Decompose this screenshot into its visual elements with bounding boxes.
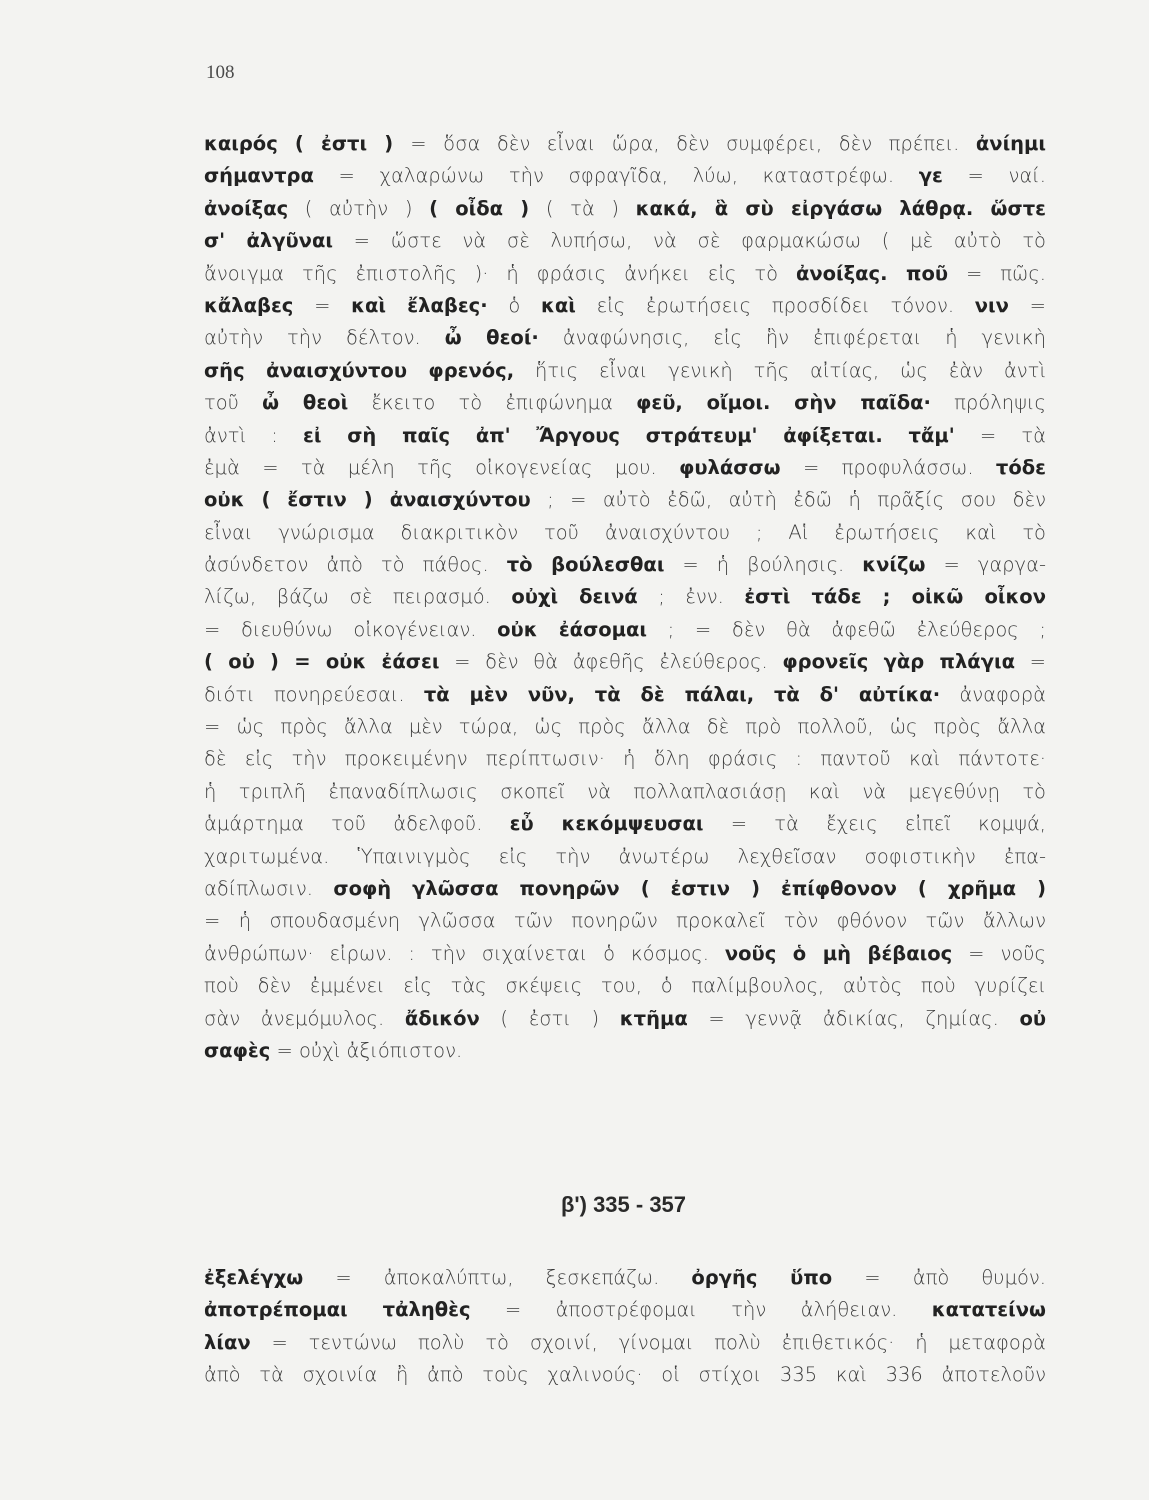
lemma: σήμαντρα: [204, 164, 314, 188]
text-line: [204, 581, 1046, 613]
lemma: φρονεῖς γὰρ πλάγια: [782, 650, 1015, 674]
gloss-text: = ἡ βούλησις.: [664, 553, 863, 577]
lemma: κατατείνω: [931, 1298, 1046, 1322]
lemma: κἄλαβες: [204, 293, 294, 317]
lemma: καὶ: [541, 293, 576, 317]
gloss-text: αδίπλωσιν.: [204, 876, 334, 900]
gloss-text: ; = δὲν θὰ ἀφεθῶ ἐλεύθερος ;: [647, 617, 1046, 641]
lemma: οὐκ ( ἔστιν ) ἀναισχύντου: [204, 488, 531, 512]
lemma: ἐστὶ τάδε ; οἰκῶ οἶκον: [744, 585, 1046, 609]
lemma: νιν: [974, 293, 1009, 317]
gloss-text: = ὅσα δὲν εἶναι ὥρα, δὲν συμφέρει, δὲν πρέπει.: [410, 132, 976, 155]
text-line: [204, 1262, 1046, 1294]
gloss-text: δὲ εἰς τὴν προκειμένην περίπτωσιν· ἡ ὅλη φράσις : παντοῦ καὶ πάντοτε·: [204, 747, 1046, 771]
gloss-text: = τεντώνω πολὺ τὸ σχοινί, γίνομαι πολὺ ἐπιθετικός· ἡ μεταφορὰ: [250, 1330, 1046, 1354]
gloss-text: σὰν ἀνεμόμυλος.: [204, 1006, 405, 1030]
lemma: σαφὲς: [204, 1038, 271, 1062]
lemma: ὦ θεοί·: [444, 326, 539, 350]
text-line: [204, 776, 1046, 808]
lemma: ἀνοίξας: [204, 196, 289, 220]
gloss-text: = γεννᾷ ἀδικίας, ζημίας.: [687, 1006, 1020, 1030]
text-line: [204, 1327, 1046, 1359]
gloss-text: λίζω, βάζω σὲ πειρασμό.: [204, 585, 512, 609]
gloss-text: ( ἐστι ): [479, 1006, 620, 1030]
gloss-text: = ναί.: [942, 164, 1046, 188]
text-line: [204, 128, 1046, 160]
lemma: ἀνοίξας. ποῦ: [795, 261, 949, 285]
lemma: κτῆμα: [619, 1006, 688, 1030]
text-line: [204, 1359, 1046, 1391]
gloss-text: = ὡς πρὸς ἄλλα μὲν τώρα, ὡς πρὸς ἄλλα δὲ πρὸ πολλοῦ, ὡς πρὸς ἄλλα: [204, 715, 1046, 739]
text-line: [204, 225, 1046, 257]
gloss-text: ἀναφορὰ: [940, 682, 1046, 706]
lemma: οὐ: [1019, 1006, 1047, 1030]
text-line: [204, 808, 1046, 840]
section-heading: β') 335 - 357: [560, 1192, 687, 1217]
gloss-text: ἀναφώνησις, εἰς ἣν ἐπιφέρεται ἡ γενικὴ: [538, 326, 1046, 350]
page-number: 108: [206, 62, 235, 83]
gloss-text: ὁ: [487, 293, 542, 317]
text-line: [204, 646, 1046, 678]
lemma: εἰ σὴ παῖς ἀπ' Ἄργους στράτευμ' ἀφίξεται. τἄμ': [303, 423, 955, 447]
text-line: [204, 873, 1046, 905]
text-line: [204, 679, 1046, 711]
text-line: [204, 970, 1046, 1002]
text-line: [204, 322, 1046, 354]
gloss-text: αὐτὴν τὴν δέλτον.: [204, 326, 445, 350]
lemma: καιρός ( ἐστι ): [204, 132, 411, 155]
text-line: [204, 938, 1046, 970]
text-line: [204, 290, 1046, 322]
lemma: τὰ μὲν νῦν, τὰ δὲ πάλαι, τὰ δ' αὐτίκα·: [423, 682, 941, 706]
lemma: ὦ θεοὶ: [262, 391, 349, 415]
text-line: [204, 743, 1046, 775]
text-line: [204, 355, 1046, 387]
lemma: φεῦ, οἴμοι. σὴν παῖδα·: [636, 391, 931, 415]
gloss-text: = ἀποστρέφομαι τὴν ἀλήθειαν.: [470, 1298, 932, 1322]
gloss-text: =: [1014, 650, 1046, 674]
gloss-text: = γαργα-: [925, 553, 1046, 577]
text-line: [204, 484, 1046, 516]
gloss-text: ἄνοιγμα τῆς ἐπιστολῆς )· ἡ φράσις ἀνήκει εἰς τὸ: [204, 261, 796, 285]
lemma: τόδε: [995, 455, 1046, 479]
lemma: νοῦς ὁ μὴ βέβαιος: [724, 941, 953, 965]
lemma: ἄδικόν: [404, 1006, 480, 1030]
gloss-text: τοῦ: [204, 391, 263, 415]
lemma: καὶ ἔλαβες·: [351, 293, 488, 317]
gloss-text: = ὥστε νὰ σὲ λυπήσω, νὰ σὲ φαρμακώσω ( μὲ αὐτὸ τὸ: [332, 229, 1046, 253]
lemma: ὀργῆς ὕπο: [691, 1266, 833, 1289]
gloss-text: πρόληψις: [930, 391, 1046, 415]
gloss-text: = τὰ ἔχεις εἰπεῖ κομψά,: [703, 812, 1046, 836]
gloss-text: εἶναι γνώρισμα διακριτικὸν τοῦ ἀναισχύντου ; Αἱ ἐρωτήσεις καὶ τὸ: [204, 520, 1046, 544]
lemma: σοφὴ γλῶσσα πονηρῶν ( ἐστιν ) ἐπίφθονον ( χρῆμα ): [333, 876, 1046, 900]
gloss-text: ἐμὰ = τὰ μέλη τῆς οἰκογενείας μου.: [204, 455, 680, 479]
commentary-block-1: [204, 128, 1046, 1067]
gloss-text: = ἀποκαλύπτω, ξεσκεπάζω.: [303, 1266, 692, 1289]
gloss-text: ἀπὸ τὰ σχοινία ἢ ἀπὸ τοὺς χαλινούς· οἱ στίχοι 335 καὶ 336 ἀποτελοῦν: [204, 1363, 1046, 1387]
gloss-text: =: [293, 293, 352, 317]
text-line: [204, 614, 1046, 646]
text-line: [204, 193, 1046, 225]
lemma: σ' ἀλγῦναι: [204, 229, 333, 253]
text-line: [204, 549, 1046, 581]
gloss-text: ( τὰ ): [529, 196, 636, 220]
lemma: φυλάσσω: [679, 455, 781, 479]
gloss-text: = νοῦς: [952, 941, 1046, 965]
lemma: οὐχὶ δεινά: [511, 585, 638, 609]
text-line: [204, 452, 1046, 484]
gloss-text: = ἀπὸ θυμόν.: [832, 1266, 1046, 1289]
gloss-text: ἀσύνδετον ἀπὸ τὸ πάθος.: [204, 553, 507, 577]
gloss-text: εἰς ἐρωτήσεις προσδίδει τόνον.: [575, 293, 975, 317]
lemma: ἀνίημι: [975, 132, 1046, 155]
lemma: οὐκ ἐάσομαι: [497, 617, 647, 641]
text-line: [204, 387, 1046, 419]
text-line: [204, 258, 1046, 290]
gloss-text: = δὲν θὰ ἀφεθῆς ἐλεύθερος.: [439, 650, 783, 674]
gloss-text: ἀνθρώπων· εἰρων. : τὴν σιχαίνεται ὁ κόσμος.: [204, 941, 725, 965]
text-line: [204, 1035, 1046, 1067]
gloss-text: = τὰ: [954, 423, 1046, 447]
gloss-text: = διευθύνω οἰκογένειαν.: [204, 617, 498, 641]
gloss-text: = οὐχὶ ἀξιόπιστον.: [270, 1038, 463, 1062]
gloss-text: ( αὐτὴν ): [288, 196, 430, 220]
gloss-text: ; ἐνν.: [637, 585, 745, 609]
gloss-text: ; = αὐτὸ ἐδῶ, αὐτὴ ἐδῶ ἡ πρᾶξίς σου δὲν: [530, 488, 1046, 512]
lemma: ( οὐ ) = οὐκ ἐάσει: [204, 650, 440, 674]
lemma: σῆς ἀναισχύντου φρενός,: [204, 358, 515, 382]
gloss-text: ἀντὶ :: [204, 423, 304, 447]
lemma: τὸ βούλεσθαι: [506, 553, 665, 577]
gloss-text: = ἡ σπουδασμένη γλῶσσα τῶν πονηρῶν προκαλεῖ τὸν φθόνον τῶν ἄλλων: [204, 909, 1046, 933]
gloss-text: χαριτωμένα. Ὑπαινιγμὸς εἰς τὴν ἀνωτέρω λεχθεῖσαν σοφιστικὴν ἐπα-: [204, 844, 1046, 868]
gloss-text: ἡ τριπλῆ ἐπαναδίπλωσις σκοπεῖ νὰ πολλαπλασιάσῃ καὶ νὰ μεγεθύνῃ τὸ: [204, 779, 1046, 803]
text-line: [204, 711, 1046, 743]
lemma: κνίζω: [862, 553, 926, 577]
gloss-text: διότι πονηρεύεσαι.: [204, 682, 424, 706]
text-line: [204, 160, 1046, 192]
gloss-text: ἥτις εἶναι γενικὴ τῆς αἰτίας, ὡς ἐὰν ἀντὶ: [514, 358, 1046, 382]
text-line: [204, 841, 1046, 873]
gloss-text: ἁμάρτημα τοῦ ἀδελφοῦ.: [204, 812, 510, 836]
gloss-text: = χαλαρώνω τὴν σφραγῖδα, λύω, καταστρέφω.: [313, 164, 919, 188]
text-line: [204, 517, 1046, 549]
lemma: γε: [918, 164, 943, 188]
gloss-text: ἔκειτο τὸ ἐπιφώνημα: [348, 391, 637, 415]
text-line: [204, 1003, 1046, 1035]
text-line: [204, 420, 1046, 452]
text-line: [204, 1294, 1046, 1326]
gloss-text: = προφυλάσσω.: [780, 455, 996, 479]
lemma: ( οἶδα ): [429, 196, 530, 220]
lemma: ἐξελέγχω: [204, 1266, 304, 1289]
lemma: κακά, ἃ σὺ εἰργάσω λάθρᾳ. ὥστε: [635, 196, 1046, 220]
lemma: ἀποτρέπομαι τἀληθὲς: [204, 1298, 471, 1322]
lemma: λίαν: [204, 1330, 251, 1354]
commentary-block-2: [204, 1262, 1046, 1392]
gloss-text: ποὺ δὲν ἐμμένει εἰς τὰς σκέψεις του, ὁ παλίμβουλος, αὐτὸς ποὺ γυρίζει: [204, 974, 1046, 998]
lemma: εὖ κεκόμψευσαι: [509, 812, 704, 836]
text-line: [204, 905, 1046, 937]
gloss-text: =: [1008, 293, 1046, 317]
gloss-text: = πῶς.: [948, 261, 1046, 285]
